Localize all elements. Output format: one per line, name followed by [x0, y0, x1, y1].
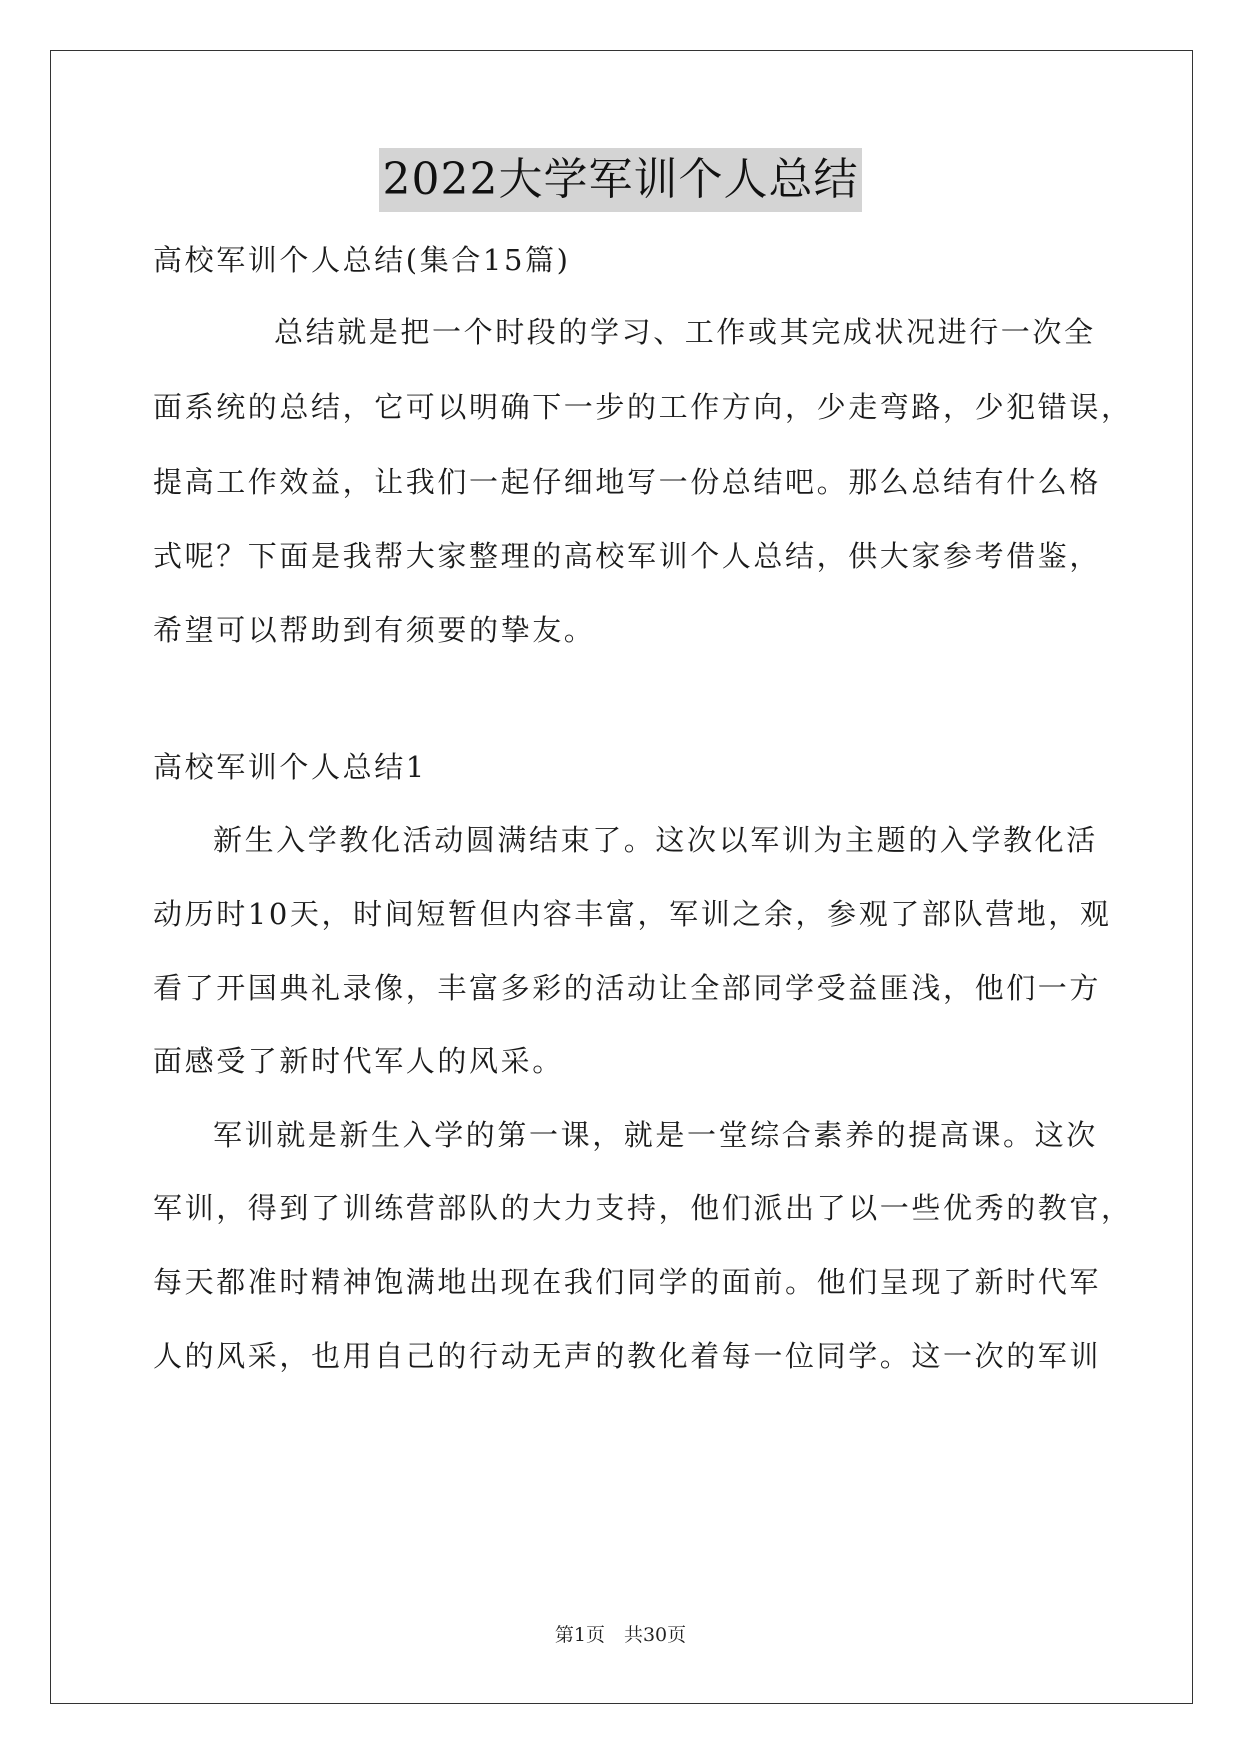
- intro-line-5: 希望可以帮助到有须要的挚友。: [153, 613, 596, 647]
- page-border: [50, 50, 1193, 1704]
- paragraph1-line-2: 动历时10天，时间短暂但内容丰富，军训之余，参观了部队营地，观: [153, 897, 1112, 931]
- intro-line-3: 提高工作效益，让我们一起仔细地写一份总结吧。那么总结有什么格: [153, 465, 1102, 499]
- section-heading: 高校军训个人总结1: [153, 750, 427, 784]
- page-footer: 第1页 共30页: [554, 1624, 687, 1646]
- paragraph1-line-4: 面感受了新时代军人的风采。: [153, 1044, 564, 1078]
- paragraph2-line-2: 军训，得到了训练营部队的大力支持，他们派出了以一些优秀的教官，: [153, 1191, 1133, 1225]
- paragraph1-line-3: 看了开国典礼录像，丰富多彩的活动让全部同学受益匪浅，他们一方: [153, 971, 1102, 1005]
- intro-line-4: 式呢？下面是我帮大家整理的高校军训个人总结，供大家参考借鉴，: [153, 539, 1102, 573]
- paragraph2-line-1: 军训就是新生入学的第一课，就是一堂综合素养的提高课。这次: [213, 1118, 1098, 1152]
- title-container: [0, 148, 1241, 212]
- paragraph1-line-1: 新生入学教化活动圆满结束了。这次以军训为主题的入学教化活: [213, 823, 1098, 857]
- paragraph2-line-4: 人的风采，也用自己的行动无声的教化着每一位同学。这一次的军训: [153, 1339, 1102, 1373]
- intro-line-2: 面系统的总结，它可以明确下一步的工作方向，少走弯路，少犯错误，: [153, 390, 1133, 424]
- intro-line-1: 总结就是把一个时段的学习、工作或其完成状况进行一次全: [274, 315, 1096, 349]
- document-subtitle: 高校军训个人总结(集合15篇): [153, 243, 571, 277]
- document-title: 2022大学军训个人总结: [379, 148, 863, 212]
- paragraph2-line-3: 每天都准时精神饱满地出现在我们同学的面前。他们呈现了新时代军: [153, 1265, 1102, 1299]
